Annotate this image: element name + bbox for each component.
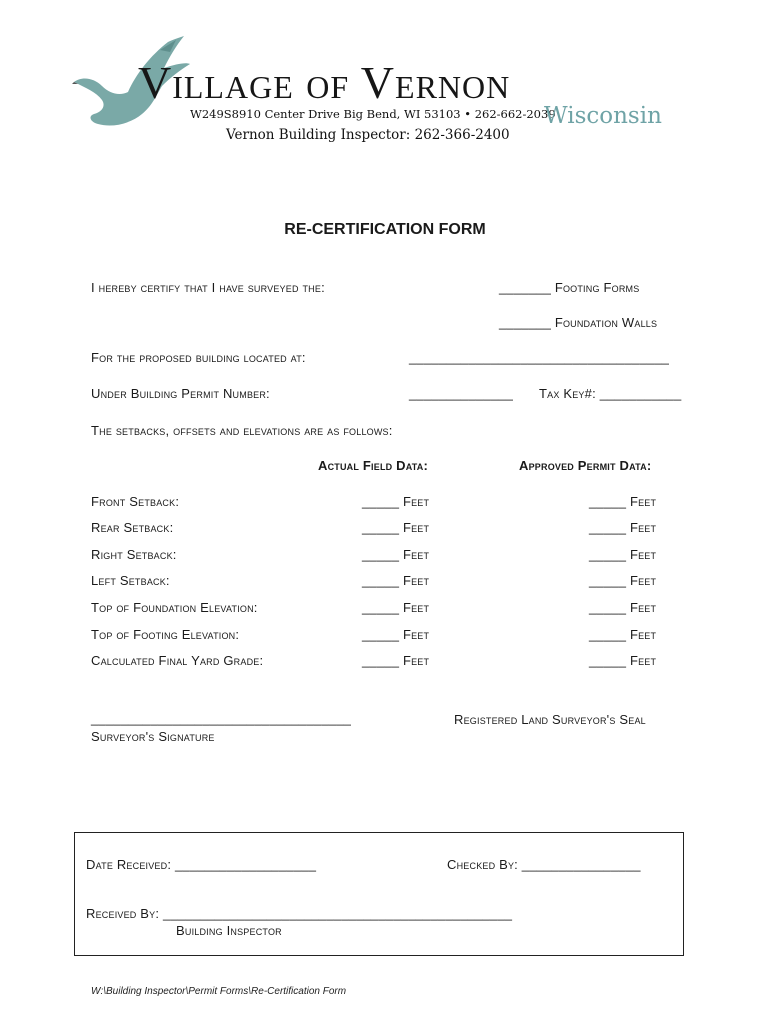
building-inspector-label: Building Inspector bbox=[176, 923, 282, 938]
inspector-phone: Vernon Building Inspector: 262-366-2400 bbox=[226, 127, 510, 143]
located-field[interactable]: ___________________________________ bbox=[409, 350, 670, 365]
actual-feet-field[interactable]: _____ Feet bbox=[362, 547, 430, 562]
row-label: Right Setback: bbox=[91, 547, 177, 562]
village-name: Village of Vernon bbox=[138, 57, 511, 108]
approved-feet-field[interactable]: _____ Feet bbox=[589, 494, 657, 509]
actual-feet-field[interactable]: _____ Feet bbox=[362, 627, 430, 642]
approved-feet-field[interactable]: _____ Feet bbox=[589, 547, 657, 562]
actual-feet-field[interactable]: _____ Feet bbox=[362, 653, 430, 668]
permit-label: Under Building Permit Number: bbox=[91, 386, 270, 401]
row-label: Rear Setback: bbox=[91, 520, 174, 535]
permit-field[interactable]: ______________ bbox=[409, 386, 514, 401]
approved-permit-header: Approved Permit Data: bbox=[519, 458, 652, 473]
date-received-field[interactable]: Date Received: ___________________ bbox=[86, 857, 317, 872]
row-label: Top of Foundation Elevation: bbox=[91, 600, 258, 615]
actual-field-header: Actual Field Data: bbox=[318, 458, 429, 473]
actual-feet-field[interactable]: _____ Feet bbox=[362, 573, 430, 588]
approved-feet-field[interactable]: _____ Feet bbox=[589, 520, 657, 535]
received-by-field[interactable]: Received By: _______________________________________________ bbox=[86, 906, 513, 921]
office-use-box bbox=[74, 832, 684, 956]
actual-feet-field[interactable]: _____ Feet bbox=[362, 600, 430, 615]
approved-feet-field[interactable]: _____ Feet bbox=[589, 600, 657, 615]
seal-label: Registered Land Surveyor's Seal bbox=[454, 712, 646, 727]
signature-label: Surveyor's Signature bbox=[91, 729, 215, 744]
footing-forms-field[interactable]: _______ Footing Forms bbox=[499, 280, 640, 295]
setbacks-intro: The setbacks, offsets and elevations are as follows: bbox=[91, 423, 393, 438]
foundation-walls-field[interactable]: _______ Foundation Walls bbox=[499, 315, 658, 330]
approved-feet-field[interactable]: _____ Feet bbox=[589, 627, 657, 642]
village-address: W249S8910 Center Drive Big Bend, WI 53103 • 262-662-2039 bbox=[190, 107, 556, 121]
file-path-footer: W:\Building Inspector\Permit Forms\Re-Certification Form bbox=[91, 986, 347, 997]
approved-feet-field[interactable]: _____ Feet bbox=[589, 653, 657, 668]
certify-label: I hereby certify that I have surveyed the: bbox=[91, 280, 325, 295]
checked-by-field[interactable]: Checked By: ________________ bbox=[447, 857, 641, 872]
row-label: Top of Footing Elevation: bbox=[91, 627, 240, 642]
form-title: RE-CERTIFICATION FORM bbox=[284, 221, 486, 238]
row-label: Left Setback: bbox=[91, 573, 170, 588]
actual-feet-field[interactable]: _____ Feet bbox=[362, 520, 430, 535]
state-name: Wisconsin bbox=[544, 103, 662, 129]
row-label: Front Setback: bbox=[91, 494, 180, 509]
located-label: For the proposed building located at: bbox=[91, 350, 306, 365]
row-label: Calculated Final Yard Grade: bbox=[91, 653, 264, 668]
actual-feet-field[interactable]: _____ Feet bbox=[362, 494, 430, 509]
approved-feet-field[interactable]: _____ Feet bbox=[589, 573, 657, 588]
tax-key-field[interactable]: Tax Key#: ___________ bbox=[539, 386, 682, 401]
signature-field[interactable]: ___________________________________ bbox=[91, 711, 352, 726]
